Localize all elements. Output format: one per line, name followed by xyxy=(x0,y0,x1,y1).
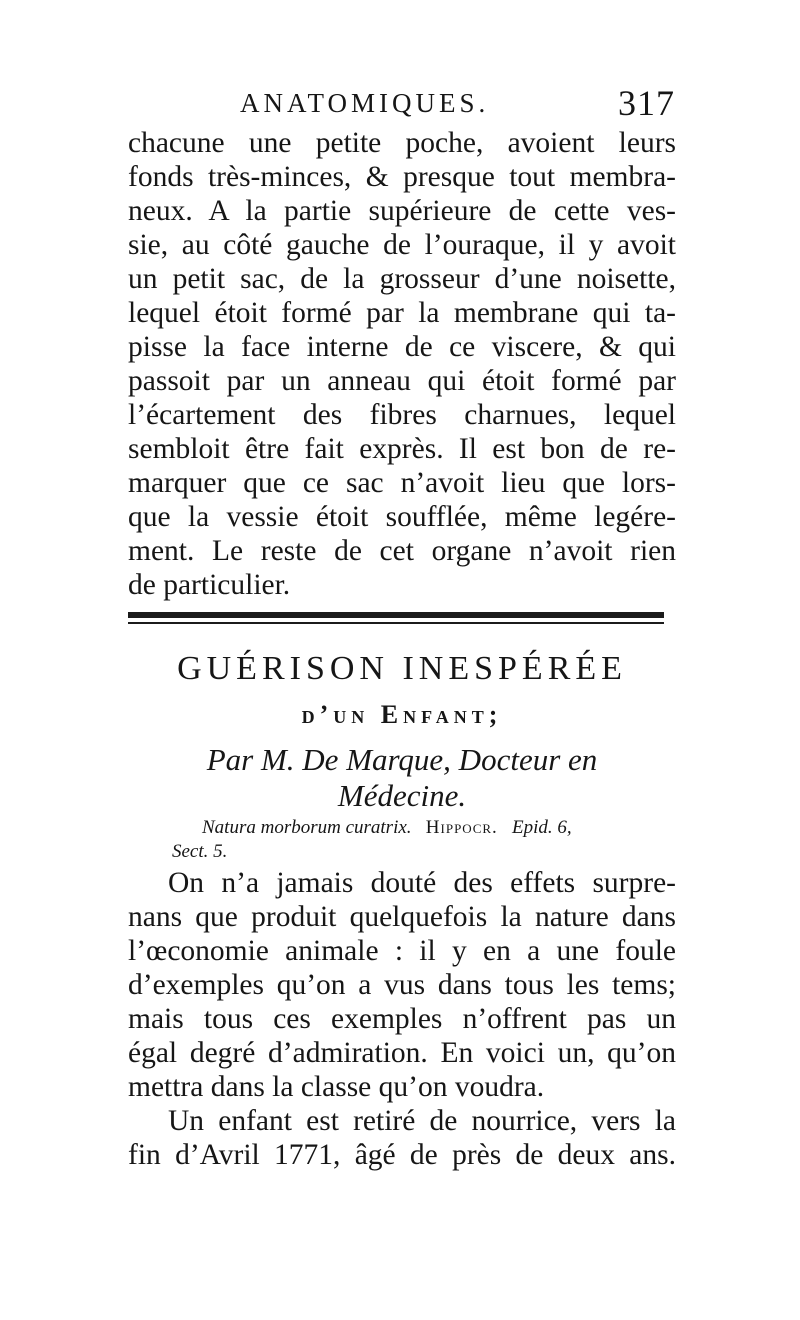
text-line: fonds très-minces, & presque tout membra- xyxy=(128,161,676,193)
running-title: ANATOMIQUES. xyxy=(240,88,490,118)
byline-line-2: Médecine. xyxy=(337,778,467,813)
article-byline xyxy=(128,742,676,814)
text-line: un petit sac, de la grosseur d’une noisette, xyxy=(128,263,676,295)
article-paragraph-1 xyxy=(128,866,676,1104)
previous-article-text xyxy=(128,126,676,602)
article-subtitle-text: d’un Enfant; xyxy=(301,700,503,729)
divider-thin-rule xyxy=(128,622,664,624)
text-line: mettra dans la classe qu’on voudra. xyxy=(128,1071,545,1103)
section-divider xyxy=(128,612,664,624)
article-paragraph-2 xyxy=(128,1104,676,1172)
text-line: marquer que ce sac n’avoit lieu que lors- xyxy=(128,467,676,499)
epigraph-reference: Epid. 6, xyxy=(512,817,572,838)
text-line: nans que produit quelquefois la nature dans xyxy=(128,901,676,933)
text-line: passoit par un anneau qui étoit formé par xyxy=(128,365,676,397)
text-line: On n’a jamais douté des effets surpre- xyxy=(168,867,676,899)
text-line: fin d’Avril 1771, âgé de près de deux ans. xyxy=(128,1139,676,1171)
epigraph-line-1 xyxy=(172,816,676,840)
text-line: égal degré d’admiration. En voici un, qu’on xyxy=(128,1037,676,1069)
text-line: d’exemples qu’on a vus dans tous les tems; xyxy=(128,969,676,1001)
text-line: ment. Le reste de cet organe n’avoit rien xyxy=(128,535,676,567)
epigraph-reference-section: Sect. 5. xyxy=(172,841,228,862)
text-line: Un enfant est retiré de nourrice, vers la xyxy=(168,1105,676,1137)
page-number: 317 xyxy=(618,83,675,123)
text-line: l’œconomie animale : il y en a une foule xyxy=(128,935,676,967)
text-line: pisse la face interne de ce viscere, & qui xyxy=(128,331,676,363)
epigraph-quote: Natura morborum curatrix. xyxy=(202,817,412,838)
epigraph xyxy=(172,816,676,864)
text-line: l’écartement des fibres charnues, lequel xyxy=(128,399,676,431)
text-line: chacune une petite poche, avoient leurs xyxy=(128,127,676,159)
text-line: lequel étoit formé par la membrane qui ta- xyxy=(128,297,676,329)
byline-line-1: Par M. De Marque, Docteur en xyxy=(206,742,598,777)
epigraph-source: Hippocr. xyxy=(425,817,498,838)
divider-thick-rule xyxy=(128,612,664,618)
article-subtitle xyxy=(128,700,676,730)
running-head xyxy=(130,82,675,126)
text-line: de particulier. xyxy=(128,569,291,601)
text-line: que la vessie étoit soufflée, même legére- xyxy=(128,501,676,533)
text-line: sembloit être fait exprès. Il est bon de re- xyxy=(128,433,676,465)
text-line: sie, au côté gauche de l’ouraque, il y avoit xyxy=(128,229,676,261)
article-title: GUÉRISON INESPÉRÉE xyxy=(177,650,627,687)
text-line: neux. A la partie supérieure de cette ves- xyxy=(128,195,676,227)
text-line: mais tous ces exemples n’offrent pas un xyxy=(128,1003,676,1035)
